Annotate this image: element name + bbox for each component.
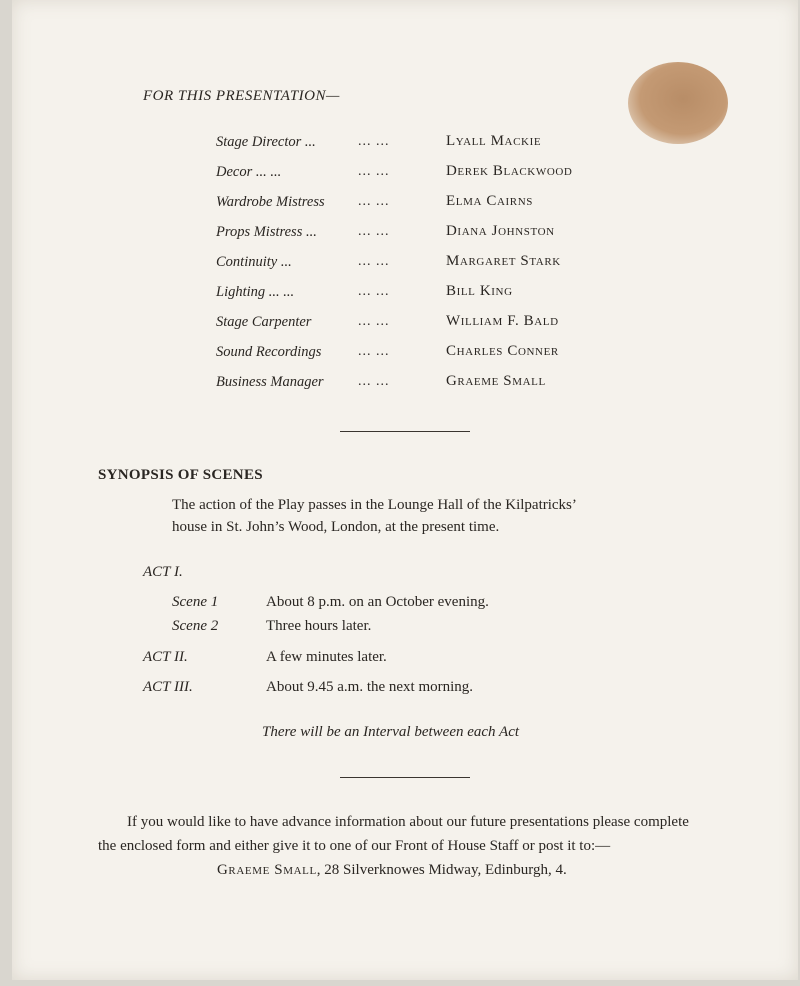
- crew-name: Derek Blackwood: [446, 163, 573, 179]
- scene2-label: Scene 2: [172, 618, 219, 634]
- crew-dots: ... ...: [358, 224, 390, 239]
- crew-name: William F. Bald: [446, 313, 559, 329]
- scene2-text: Three hours later.: [266, 618, 372, 634]
- divider-rule: [340, 777, 470, 778]
- crew-name: Lyall Mackie: [446, 133, 542, 149]
- paper-stain: [628, 62, 728, 144]
- synopsis-title: SYNOPSIS OF SCENES: [98, 467, 263, 483]
- crew-name: Diana Johnston: [446, 223, 555, 239]
- footer-line1: If you would like to have advance information about our future presentations please complete: [127, 814, 689, 830]
- programme-page: [12, 0, 798, 980]
- presentation-heading: FOR THIS PRESENTATION—: [143, 88, 340, 104]
- scene1-text: About 8 p.m. on an October evening.: [266, 594, 489, 610]
- crew-dots: ... ...: [358, 314, 390, 329]
- act2-text: A few minutes later.: [266, 649, 387, 665]
- contact-name: Graeme Small: [217, 862, 317, 878]
- footer-contact: [217, 862, 567, 879]
- synopsis-intro-line1: The action of the Play passes in the Lounge Hall of the Kilpatricks’: [172, 497, 577, 513]
- footer-line2: the enclosed form and either give it to one of our Front of House Staff or post it to:—: [98, 838, 611, 854]
- crew-name: Elma Cairns: [446, 193, 533, 209]
- act2-label: ACT II.: [143, 649, 188, 665]
- crew-role: Decor ... ...: [216, 164, 282, 180]
- crew-dots: ... ...: [358, 374, 390, 389]
- crew-dots: ... ...: [358, 284, 390, 299]
- crew-role: Lighting ... ...: [216, 284, 295, 300]
- crew-name: Charles Conner: [446, 343, 559, 359]
- interval-note: There will be an Interval between each Act: [262, 724, 520, 740]
- crew-name: Graeme Small: [446, 373, 546, 389]
- contact-address: , 28 Silverknowes Midway, Edinburgh, 4.: [316, 862, 567, 878]
- act3-label: ACT III.: [143, 679, 193, 695]
- crew-dots: ... ...: [358, 164, 390, 179]
- crew-role: Continuity ...: [216, 254, 292, 270]
- scene1-label: Scene 1: [172, 594, 219, 610]
- crew-role: Business Manager: [216, 374, 324, 390]
- crew-role: Stage Carpenter: [216, 314, 312, 330]
- crew-dots: ... ...: [358, 254, 390, 269]
- crew-role: Stage Director ...: [216, 134, 316, 150]
- act1-label: ACT I.: [143, 564, 183, 580]
- crew-dots: ... ...: [358, 344, 390, 359]
- crew-name: Margaret Stark: [446, 253, 561, 269]
- crew-role: Sound Recordings: [216, 344, 322, 360]
- act3-text: About 9.45 a.m. the next morning.: [266, 679, 474, 695]
- divider-rule: [340, 431, 470, 432]
- crew-role: Wardrobe Mistress: [216, 194, 325, 210]
- crew-name: Bill King: [446, 283, 513, 299]
- crew-dots: ... ...: [358, 194, 390, 209]
- crew-dots: ... ...: [358, 134, 390, 149]
- synopsis-intro-line2: house in St. John’s Wood, London, at the present time.: [172, 519, 500, 535]
- crew-role: Props Mistress ...: [216, 224, 317, 240]
